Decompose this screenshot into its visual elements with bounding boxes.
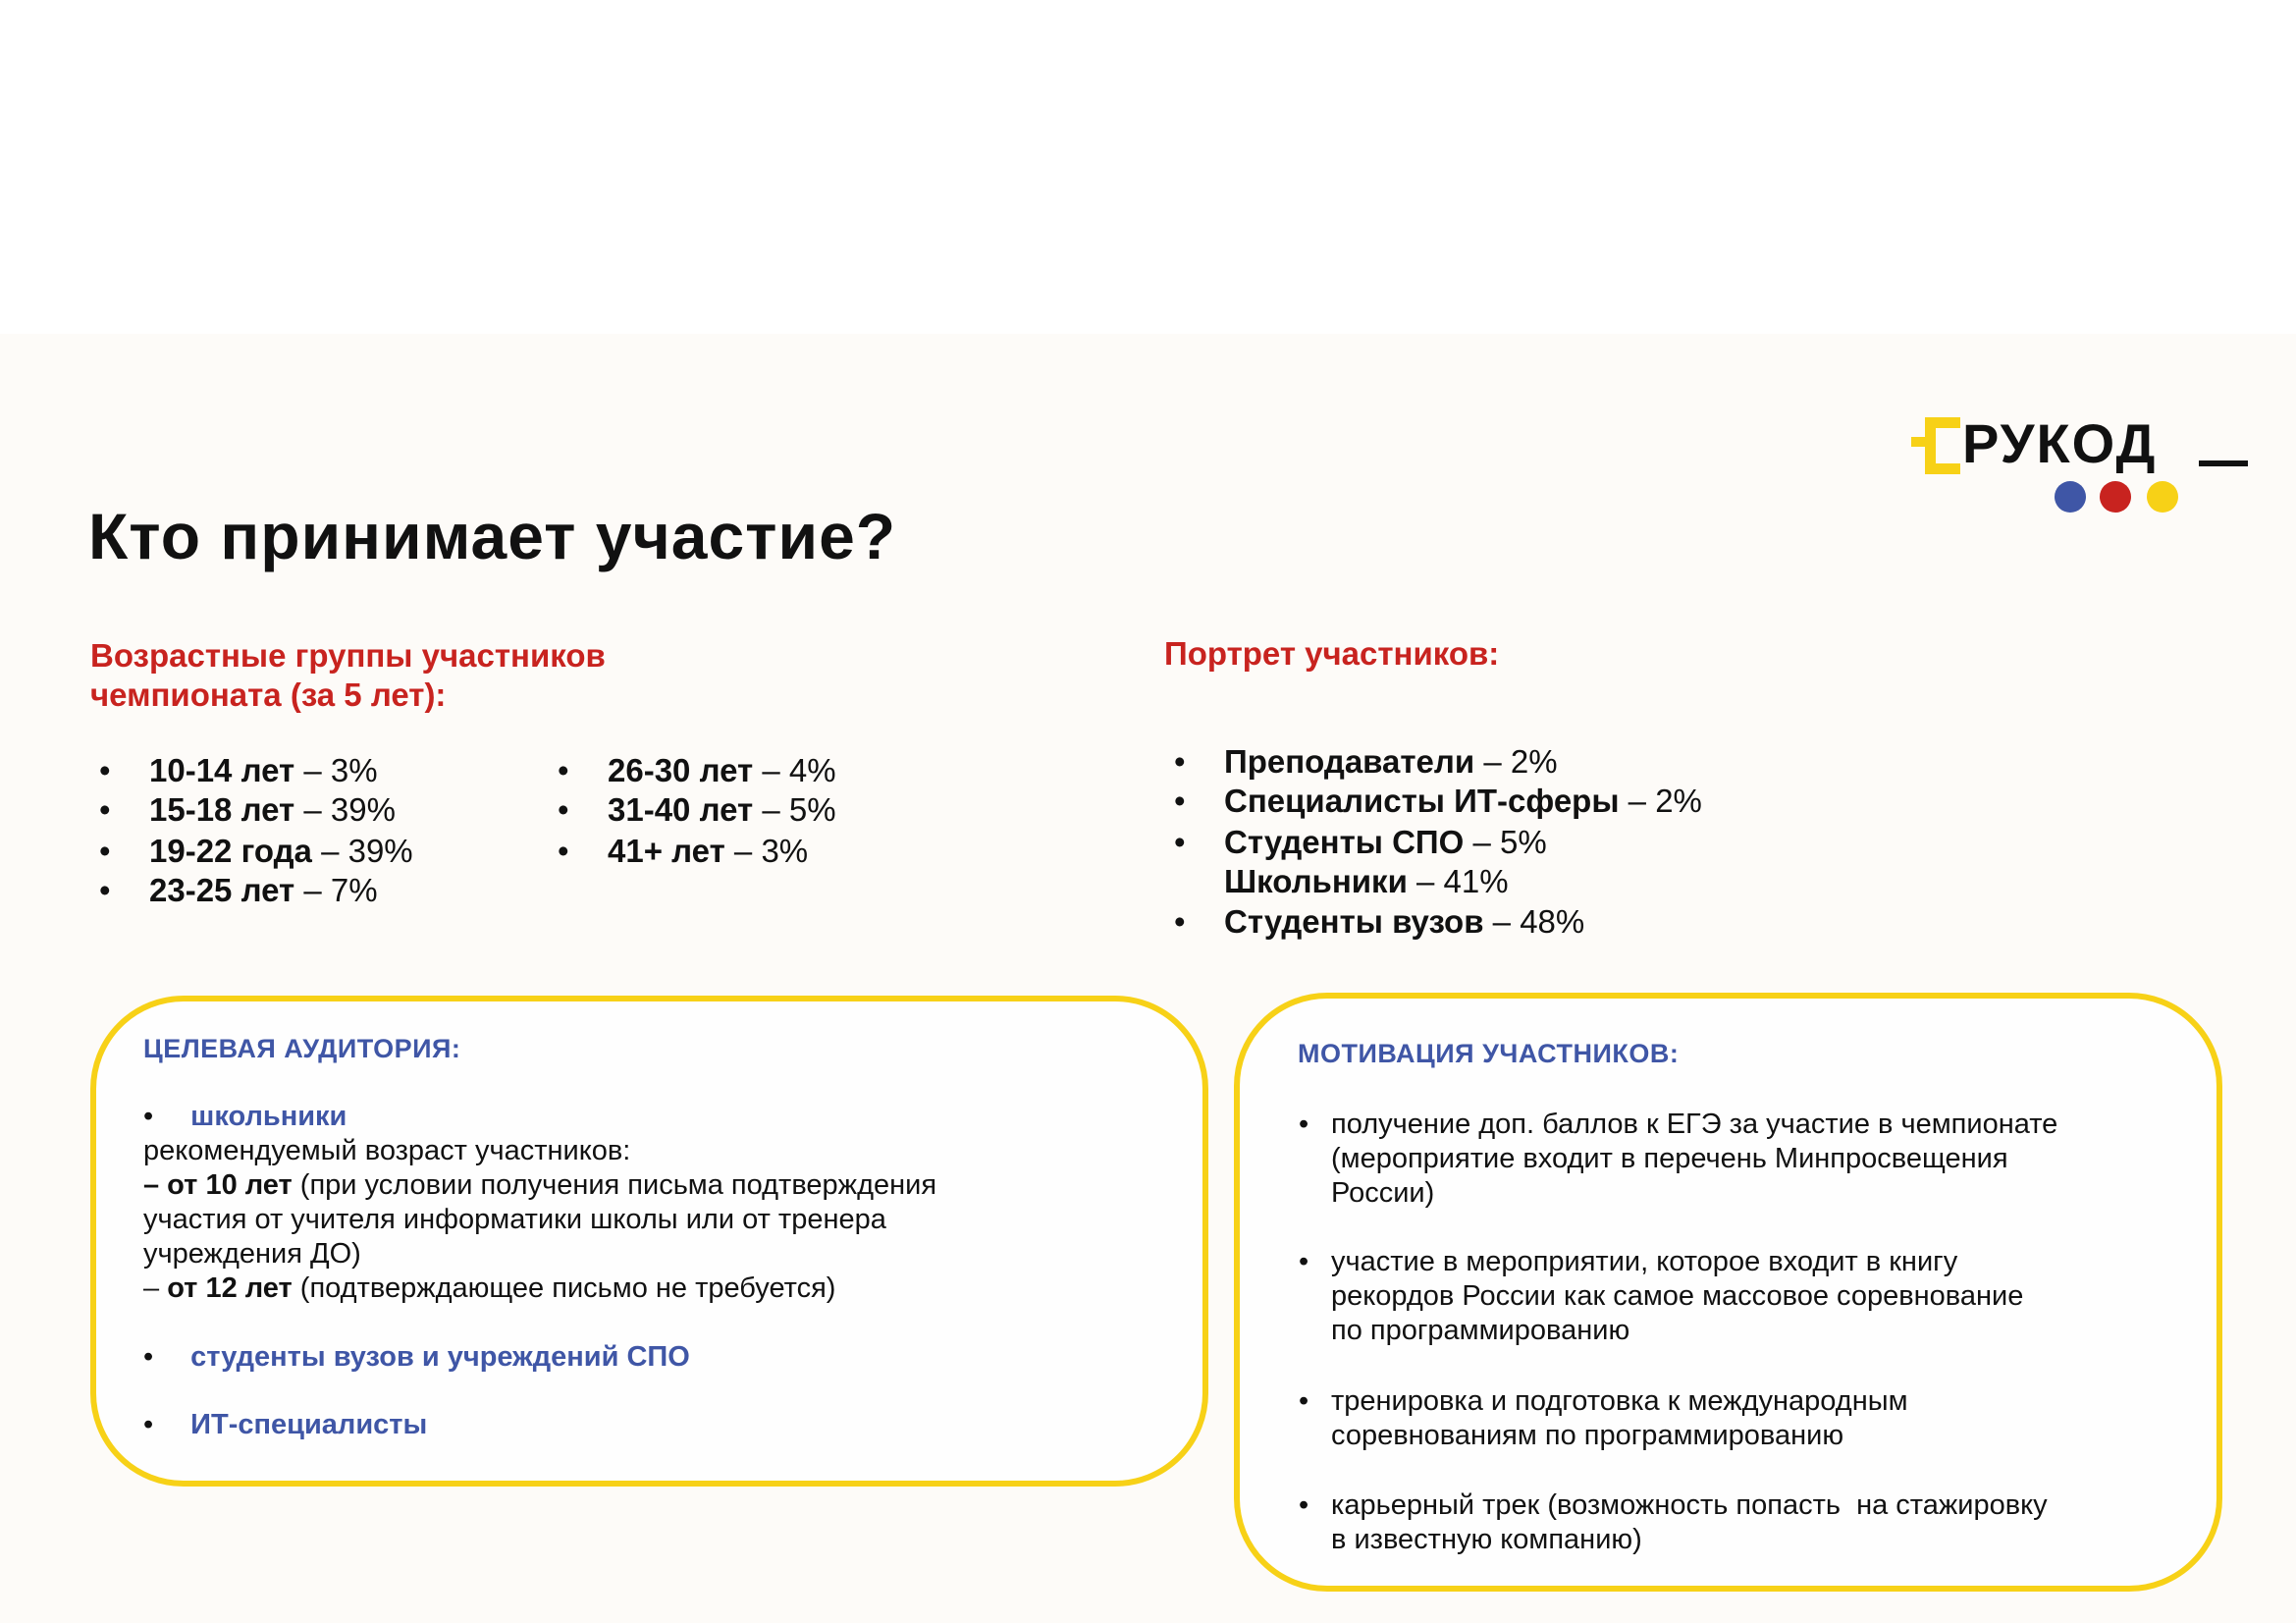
list-item [1224, 863, 1509, 900]
list-item [1174, 824, 1547, 861]
top-blank-area [0, 0, 2296, 334]
portrait-heading: Портрет участников: [1164, 635, 1500, 672]
list-item [558, 833, 809, 870]
bullet-icon: • [1299, 1109, 1309, 1140]
logo-dot-yellow [2147, 481, 2178, 513]
bullet-icon: • [143, 1341, 154, 1373]
bullet-icon: • [1174, 783, 1186, 819]
bullet-icon: • [1174, 824, 1186, 860]
item-label: школьники [190, 1101, 347, 1132]
motivation-item [1299, 1108, 2058, 1211]
target-text: учреждения ДО) [143, 1238, 361, 1270]
target-text: рекомендуемый возраст участников: [143, 1135, 631, 1166]
logo-dot-red [2100, 481, 2131, 513]
text: получение доп. баллов к ЕГЭ за участие в чемпионате [1331, 1109, 2058, 1140]
bullet-icon: • [1299, 1489, 1309, 1521]
item-label: 10-14 лет [149, 752, 295, 788]
list-item [558, 791, 836, 829]
logo-text: РУКОД [1962, 412, 2158, 474]
text: тренировка и подготовка к международным [1331, 1385, 1908, 1417]
item-value: – 5% [753, 791, 836, 828]
bullet-icon: • [99, 791, 111, 828]
list-item [99, 752, 378, 789]
logo-dot-blue [2055, 481, 2086, 513]
age-heading [90, 636, 606, 715]
item-label: Преподаватели [1224, 743, 1475, 780]
list-item [99, 872, 378, 909]
item-value: – 3% [724, 833, 809, 869]
motivation-item [1299, 1384, 1908, 1453]
age-heading-line: чемпионата (за 5 лет): [90, 676, 447, 713]
motivation-item [1299, 1488, 2048, 1557]
target-audience-box [90, 996, 1208, 1487]
bullet-icon: • [558, 833, 569, 869]
text-bold: от 12 лет [167, 1272, 293, 1304]
page-title: Кто принимает участие? [88, 500, 897, 572]
item-value: – 7% [294, 872, 378, 908]
target-text: участия от учителя информатики школы или от тренера [143, 1204, 886, 1235]
text: участие в мероприятии, которое входит в книгу [1331, 1246, 1958, 1277]
list-item [99, 833, 413, 870]
motivation-item [1299, 1245, 2024, 1348]
motivation-box [1234, 993, 2222, 1592]
bullet-icon: • [558, 752, 569, 788]
item-label: Студенты вузов [1224, 903, 1484, 940]
target-heading: ЦЕЛЕВАЯ АУДИТОРИЯ: [143, 1034, 461, 1063]
text: (при условии получения письма подтверждения [292, 1169, 937, 1201]
bullet-icon: • [143, 1409, 154, 1440]
text: рекордов России как самое массовое соревнование [1331, 1280, 2024, 1312]
text-bold: – от 10 лет [143, 1169, 293, 1201]
item-label: 19-22 года [149, 833, 312, 869]
item-value: – 39% [294, 791, 396, 828]
text: России) [1331, 1177, 1435, 1209]
text: соревнованиям по программированию [1331, 1420, 1844, 1451]
text: по программированию [1331, 1315, 1630, 1346]
age-heading-line: Возрастные группы участников [90, 637, 606, 674]
item-label: Школьники [1224, 863, 1408, 899]
bullet-icon: • [1174, 903, 1186, 940]
list-item [1174, 783, 1702, 820]
bullet-icon: • [1299, 1246, 1309, 1277]
text: карьерный трек (возможность попасть на стажировку [1331, 1489, 2048, 1521]
bullet-icon: • [1174, 743, 1186, 780]
bullet-icon: • [1299, 1385, 1309, 1417]
bullet-icon: • [143, 1101, 154, 1132]
item-label: 15-18 лет [149, 791, 295, 828]
item-label: Студенты СПО [1224, 824, 1465, 860]
target-item-it [143, 1408, 427, 1442]
bullet-icon: • [558, 791, 569, 828]
item-label: 31-40 лет [608, 791, 754, 828]
item-value: – 39% [311, 833, 413, 869]
bullet-icon: • [99, 752, 111, 788]
item-value: – 2% [1474, 743, 1558, 780]
list-item [99, 791, 396, 829]
target-text [143, 1271, 835, 1306]
list-item [1174, 743, 1558, 781]
item-label: ИТ-специалисты [190, 1409, 428, 1440]
target-item-students [143, 1340, 690, 1375]
target-text [143, 1168, 936, 1203]
item-label: 23-25 лет [149, 872, 295, 908]
text: – [143, 1272, 168, 1304]
motivation-heading: МОТИВАЦИЯ УЧАСТНИКОВ: [1298, 1039, 1680, 1068]
item-label: студенты вузов и учреждений СПО [190, 1341, 690, 1373]
text: (подтверждающее письмо не требуется) [292, 1272, 836, 1304]
item-value: – 41% [1407, 863, 1509, 899]
item-value: – 4% [753, 752, 836, 788]
item-value: – 48% [1483, 903, 1585, 940]
list-item [1174, 903, 1585, 941]
item-label: 26-30 лет [608, 752, 754, 788]
logo [1911, 412, 2250, 515]
text: (мероприятие входит в перечень Минпросвещения [1331, 1143, 2008, 1174]
bullet-icon: • [99, 872, 111, 908]
list-item [558, 752, 836, 789]
item-value: – 3% [294, 752, 378, 788]
bullet-icon: • [99, 833, 111, 869]
item-label: Специалисты ИТ-сферы [1224, 783, 1620, 819]
target-item-schoolchildren [143, 1100, 347, 1134]
text: в известную компанию) [1331, 1524, 1642, 1555]
item-label: 41+ лет [608, 833, 725, 869]
item-value: – 5% [1464, 824, 1547, 860]
item-value: – 2% [1619, 783, 1702, 819]
